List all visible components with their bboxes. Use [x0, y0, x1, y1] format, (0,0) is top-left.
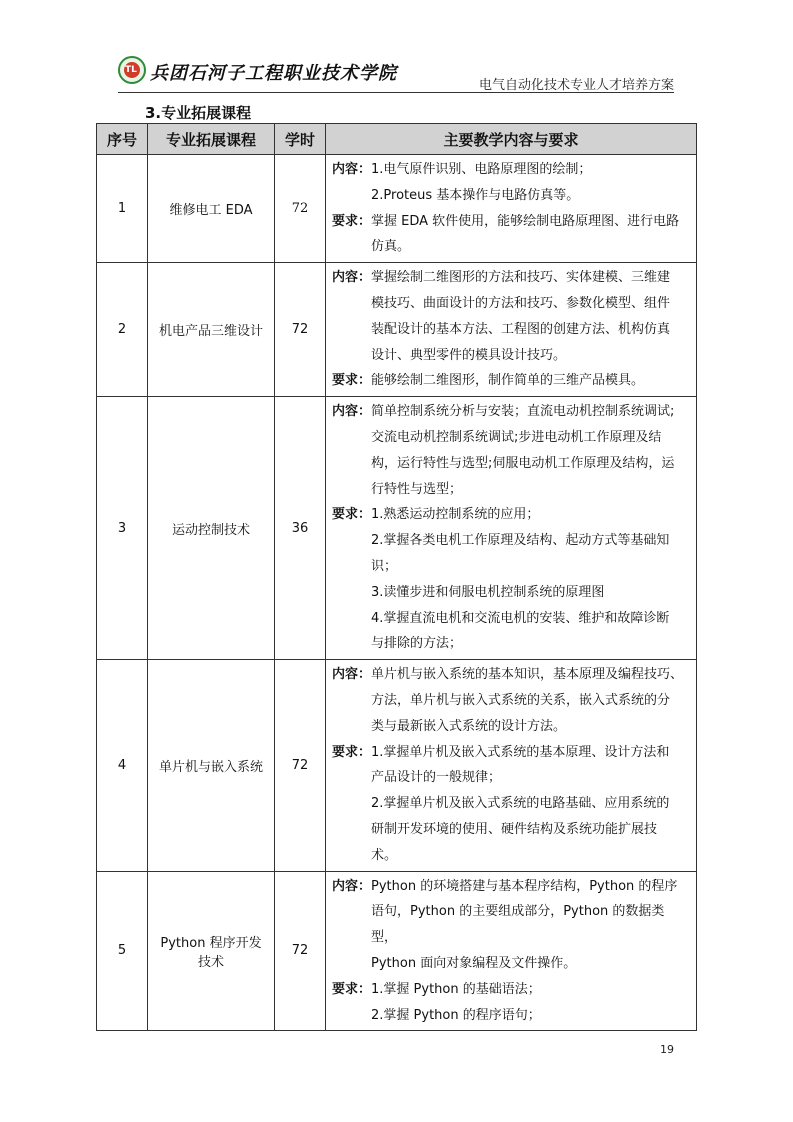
content-label: 要求：	[332, 744, 372, 760]
table-body	[97, 155, 697, 1031]
content-line	[332, 899, 688, 951]
content-text: 简单控制系统分析与安装；直流电动机控制系统调试;	[371, 404, 675, 420]
course-content	[326, 871, 697, 1031]
content-label: 要求：	[332, 213, 372, 229]
content-text: 设计、典型零件的模具设计技巧。	[371, 347, 567, 363]
section-title: 3.专业拓展课程	[145, 104, 252, 122]
table-row	[97, 871, 697, 1031]
content-line	[332, 951, 688, 977]
content-line	[332, 1003, 688, 1029]
header-course: 专业拓展课程	[148, 124, 275, 155]
table-row	[97, 397, 697, 660]
row-number: 1	[97, 155, 148, 263]
content-line	[332, 631, 688, 657]
content-line	[332, 528, 688, 554]
content-line	[332, 425, 688, 451]
content-label: 要求：	[332, 507, 372, 523]
content-text: 研制开发环境的使用、硬件结构及系统功能扩展技	[371, 821, 658, 837]
content-line	[332, 317, 688, 343]
content-text: 语句，Python 的主要组成部分，Python 的数据类型，	[371, 904, 665, 946]
row-number: 2	[97, 263, 148, 397]
course-content	[326, 263, 697, 397]
content-line	[332, 843, 688, 869]
course-hours: 72	[275, 155, 326, 263]
courses-table	[96, 123, 697, 1031]
content-line	[332, 209, 688, 235]
page-number: 19	[660, 1043, 674, 1056]
course-content	[326, 155, 697, 263]
content-text: 产品设计的一般规律；	[371, 770, 502, 786]
content-line	[332, 791, 688, 817]
course-name: 单片机与嵌入系统	[148, 660, 275, 871]
content-line	[332, 580, 688, 606]
content-line	[332, 368, 688, 394]
content-line	[332, 234, 688, 260]
row-number: 5	[97, 871, 148, 1031]
content-line	[332, 977, 688, 1003]
content-line	[332, 451, 688, 477]
course-content	[326, 660, 697, 871]
table-row	[97, 660, 697, 871]
content-text: Python 的环境搭建与基本程序结构，Python 的程序	[371, 878, 678, 894]
table-header-row	[97, 124, 697, 155]
content-text: 仿真。	[371, 239, 411, 255]
course-hours: 72	[275, 871, 326, 1031]
header-content: 主要教学内容与要求	[326, 124, 697, 155]
content-line	[332, 765, 688, 791]
row-number: 4	[97, 660, 148, 871]
header-divider	[118, 92, 674, 93]
header-no: 序号	[97, 124, 148, 155]
content-line	[332, 399, 688, 425]
content-line	[332, 714, 688, 740]
content-text: 1.掌握单片机及嵌入式系统的基本原理、设计方法和	[371, 744, 670, 760]
content-line	[332, 265, 688, 291]
course-hours: 72	[275, 660, 326, 871]
course-name: 维修电工 EDA	[148, 155, 275, 263]
course-hours: 36	[275, 397, 326, 660]
content-text: 3.读懂步进和伺服电机控制系统的原理图	[371, 584, 605, 600]
course-name: 运动控制技术	[148, 397, 275, 660]
content-label: 内容：	[332, 667, 372, 683]
content-text: 识；	[371, 558, 398, 574]
content-line	[332, 554, 688, 580]
course-hours: 72	[275, 263, 326, 397]
course-content	[326, 397, 697, 660]
content-line	[332, 874, 688, 900]
content-label: 要求：	[332, 373, 372, 389]
content-text: 交流电动机控制系统调试;步进电动机工作原理及结	[371, 429, 662, 445]
content-text: 模技巧、曲面设计的方法和技巧、参数化模型、组件	[371, 295, 671, 311]
content-text: 4.掌握直流电机和交流电机的安装、维护和故障诊断	[371, 610, 670, 626]
content-line	[332, 817, 688, 843]
content-text: 装配设计的基本方法、工程图的创建方法、机构仿真	[371, 321, 671, 337]
content-line	[332, 291, 688, 317]
content-label: 内容：	[332, 404, 372, 420]
content-text: 能够绘制二维图形，制作简单的三维产品模具。	[371, 373, 645, 389]
course-name: 机电产品三维设计	[148, 263, 275, 397]
content-text: 术。	[371, 847, 398, 863]
content-label: 内容：	[332, 162, 372, 177]
header-hours: 学时	[275, 124, 326, 155]
content-text: 掌握 EDA 软件使用，能够绘制电路原理图、进行电路	[371, 213, 680, 229]
content-text: 构，运行特性与选型;伺服电动机工作原理及结构，运	[371, 455, 675, 471]
content-label: 内容：	[332, 878, 372, 894]
content-text: 1.掌握 Python 的基础语法；	[371, 981, 541, 997]
content-text: 单片机与嵌入系统的基本知识，基本原理及编程技巧、	[371, 667, 684, 683]
content-label: 要求：	[332, 981, 372, 997]
content-line	[332, 606, 688, 632]
content-text: 掌握绘制二维图形的方法和技巧、实体建模、三维建	[371, 270, 671, 286]
school-logo-icon	[118, 56, 146, 84]
content-text: 2.掌握各类电机工作原理及结构、起动方式等基础知	[371, 533, 670, 549]
row-number: 3	[97, 397, 148, 660]
content-text: 方法，单片机与嵌入式系统的关系，嵌入式系统的分	[371, 692, 671, 708]
content-text: 1.电气原件识别、电路原理图的绘制；	[371, 162, 592, 177]
content-line	[332, 183, 688, 209]
content-text: Python 面向对象编程及文件操作。	[371, 955, 577, 971]
content-text: 行特性与选型；	[371, 481, 463, 497]
page-header	[118, 56, 674, 94]
content-line	[332, 343, 688, 369]
content-text: 类与最新嵌入式系统的设计方法。	[371, 718, 567, 734]
table-row	[97, 263, 697, 397]
content-text: 1.熟悉运动控制系统的应用；	[371, 507, 540, 523]
content-text: 2.掌握单片机及嵌入式系统的电路基础、应用系统的	[371, 796, 670, 812]
content-line	[332, 688, 688, 714]
document-title: 电气自动化技术专业人才培养方案	[478, 78, 674, 93]
content-line	[332, 502, 688, 528]
content-line	[332, 740, 688, 766]
content-line	[332, 477, 688, 503]
content-text: 2.Proteus 基本操作与电路仿真等。	[371, 187, 580, 203]
content-text: 与排除的方法；	[371, 636, 463, 652]
course-name: Python 程序开发技术	[148, 871, 275, 1031]
content-text: 2.掌握 Python 的程序语句；	[371, 1007, 541, 1023]
table-row	[97, 155, 697, 263]
content-label: 内容：	[332, 270, 372, 286]
school-name: 兵团石河子工程职业技术学院	[150, 63, 397, 84]
content-line	[332, 662, 688, 688]
content-line	[332, 157, 688, 183]
